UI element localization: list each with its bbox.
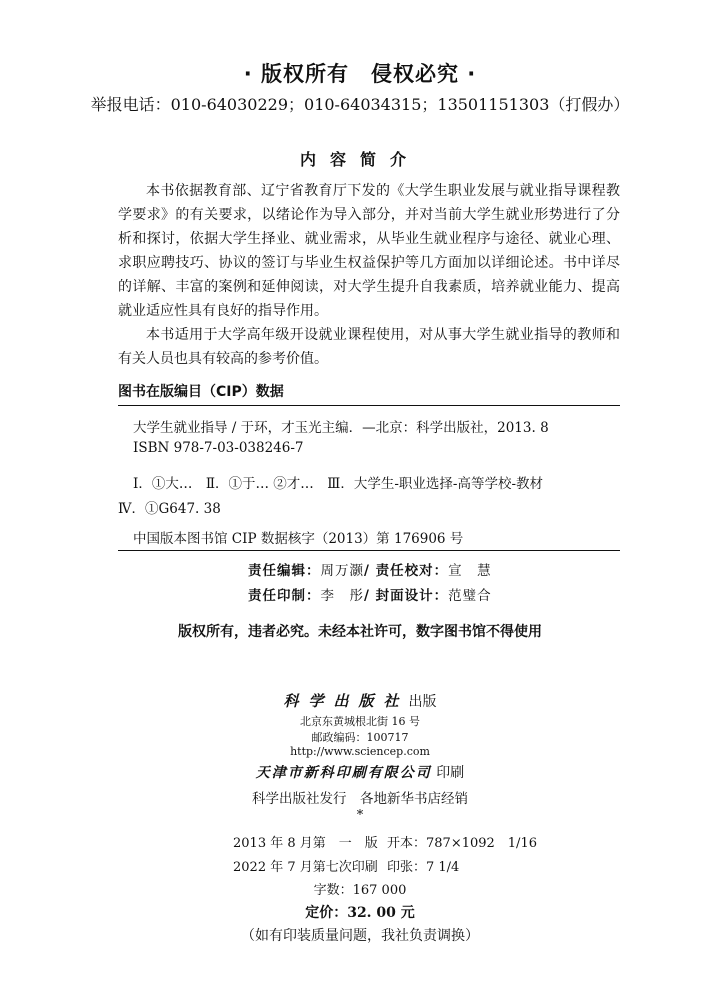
- distribution-line: 科学出版社发行 各地新华书店经销: [252, 791, 468, 807]
- intro-paragraph-2: 本书适用于大学高年级开设就业课程使用，对从事大学生就业指导的教师和有关人员也具有较高的参考价值。: [118, 327, 620, 367]
- cip-title: 图书在版编目（CIP）数据: [118, 384, 284, 400]
- intro-paragraph-1: 本书依据教育部、辽宁省教育厅下发的《大学生职业发展与就业指导课程教学要求》的有关要求，以绪论作为导入部分，并对当前大学生就业形势进行了分析和探讨，依据大学生择业、就业需求，从毕业生就业程序与途径、就业心理、求职应聘技巧、协议的签订与毕业生权益保护等几方面加以详细论述。书中详尽的详解、丰富的案例和延伸阅读，对大学生提升自我素质，培养就业能力、提高就业适应性具有良好的指导作用。: [118, 183, 620, 319]
- printing-date: 2022 年 7 月第七次印刷: [233, 860, 378, 875]
- publisher-postcode: 邮政编码：100717: [311, 731, 409, 744]
- book-format: 开本：787×1092 1/16: [387, 836, 537, 851]
- price: 定价：32. 00 元: [305, 905, 415, 921]
- publisher-suffix: 出版: [408, 694, 437, 710]
- proofreader-label: / 责任校对：: [364, 563, 449, 579]
- printer-name: 天津市新科印刷有限公司: [255, 765, 432, 781]
- printer-line: [0, 762, 720, 782]
- intro-heading: 内容简介: [299, 150, 420, 169]
- cip-classification-1: Ⅰ．①大… Ⅱ．①于… ②才… Ⅲ．大学生-职业选择-高等学校-教材: [133, 476, 544, 492]
- publisher-name: 科学出版社: [283, 692, 409, 710]
- cip-bibliographic-line: 大学生就业指导 / 于环，才玉光主编．—北京：科学出版社，2013. 8: [133, 420, 549, 436]
- editor-name: 周万灏: [320, 563, 364, 579]
- editor-label: 责任编辑：: [248, 563, 321, 579]
- cover-designer-label: / 封面设计：: [364, 588, 449, 604]
- printed-sheets: 印张：7 1/4: [387, 860, 460, 875]
- cip-classification-2: Ⅳ．①G647. 38: [118, 501, 221, 517]
- print-supervisor-name: 李 彤: [320, 588, 364, 604]
- publisher-line: [0, 690, 720, 711]
- cover-designer-name: 范璧合: [448, 588, 492, 604]
- cip-core-number: 中国版本图书馆 CIP 数据核字（2013）第 176906 号: [133, 531, 464, 547]
- cip-bottom-rule: [118, 550, 620, 551]
- cip-top-rule: [118, 405, 620, 406]
- printer-suffix: 印刷: [436, 765, 465, 781]
- print-supervisor-label: 责任印制：: [248, 588, 321, 604]
- staff-line-1: [248, 559, 492, 579]
- report-hotline: 举报电话：010-64030229；010-64034315；13501151303（打假办）: [90, 95, 630, 114]
- quality-note: （如有印装质量问题，我社负责调换）: [241, 928, 479, 944]
- word-count: 字数：167 000: [313, 883, 407, 898]
- proofreader-name: 宣 慧: [448, 563, 492, 579]
- edition-date: 2013 年 8 月第 一 版: [233, 836, 378, 851]
- copyright-notice: · 版权所有 侵权必究 ·: [243, 62, 477, 86]
- separator-star: *: [356, 808, 364, 823]
- publisher-url: http://www.sciencep.com: [290, 745, 430, 758]
- publisher-address: 北京东黄城根北街 16 号: [300, 715, 420, 728]
- cip-isbn: ISBN 978-7-03-038246-7: [133, 440, 304, 456]
- staff-line-2: [248, 584, 492, 604]
- rights-statement: 版权所有，违者必究。未经本社许可，数字图书馆不得使用: [178, 624, 542, 640]
- intro-body: [118, 179, 620, 371]
